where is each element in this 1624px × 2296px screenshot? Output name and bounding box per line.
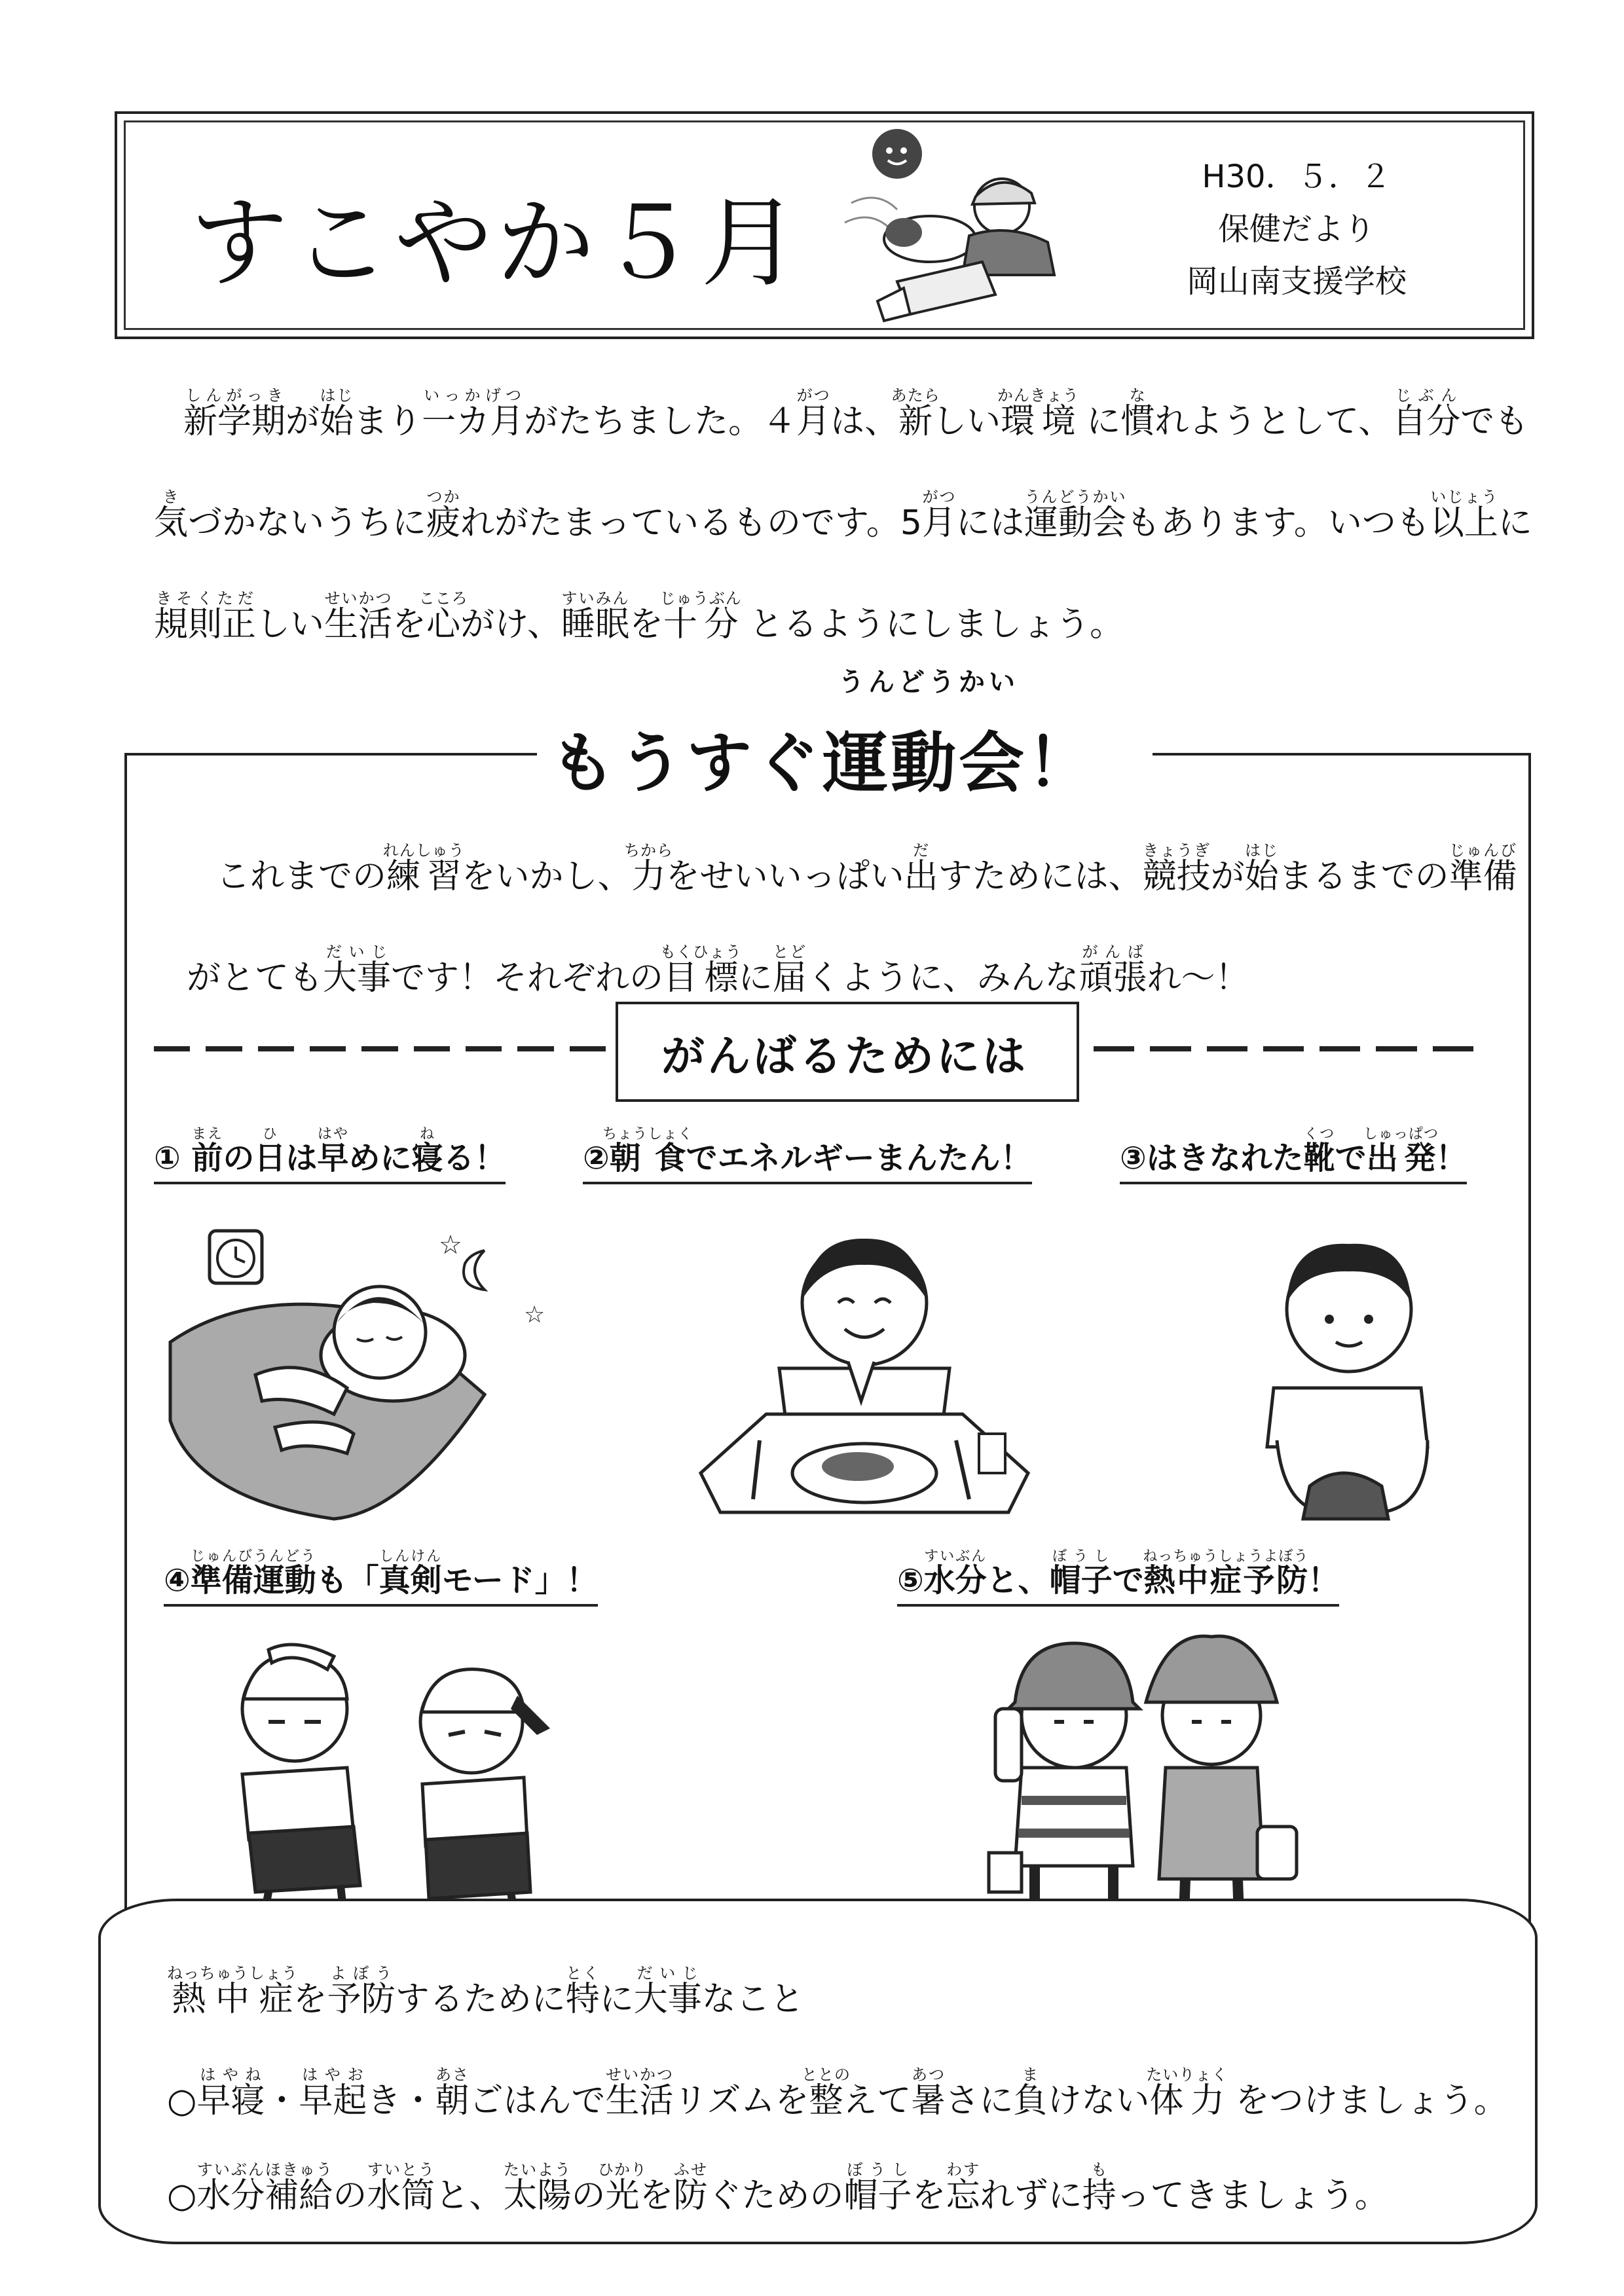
dashed-rule-left xyxy=(154,1046,606,1051)
school-name: 岡山南支援学校 xyxy=(1186,263,1407,300)
header-info xyxy=(1126,151,1467,308)
issue-date: H30．５．２ xyxy=(1202,158,1392,195)
intro-line-3: 規則正きそくただしい生活せいかつを心こころがけ、睡眠すいみんを十分じゅうぶん とるようにしましょう。 xyxy=(154,589,1124,644)
sleeping-child-illustration xyxy=(157,1224,563,1525)
shoe-tying-child-illustration xyxy=(1211,1231,1493,1532)
heatstroke-item-1: ○早寝はやね・早起はやおき・朝あさごはんで生活せいかつリズムを整ととのえて暑あつさに負まけない体力たいりょく をつけましょう。 xyxy=(167,2066,1508,2121)
heatstroke-heading: 熱中症ねっちゅうしょうを予防よぼうするために特とくに大事だいじなこと xyxy=(167,1964,804,2019)
dashed-rule-right xyxy=(1094,1046,1473,1051)
breakfast-child-illustration xyxy=(681,1224,1048,1525)
intro-line-1: 新学期しんがっきが始はじまり一カ月いっかげつがたちました。４月がつは、新あたらしい環境かんきょう に慣なれようとして、自分じぶんでも xyxy=(183,386,1529,441)
section-para-line-2: がとても大事だいじです！それぞれの目標もくひょうに届とどくように、みんな頑張がんばれ～！ xyxy=(187,943,1249,998)
tip-1: ① 前まえの日ひは早はやめに寝ねる！ xyxy=(154,1126,506,1184)
resting-boy-dog-illustration xyxy=(838,124,1087,327)
heatstroke-item-2: ○水分補給すいぶんほきゅうの水筒すいとうと、太陽たいようの光ひかりを防ふせぐための帽子ぼうしを忘わすれずに持もってきましょう。 xyxy=(167,2160,1389,2215)
svg-text:☆: ☆ xyxy=(439,1230,462,1260)
svg-text:☆: ☆ xyxy=(524,1302,545,1328)
tip-3: ③はきなれた靴くつで出発しゅっぱつ！ xyxy=(1120,1126,1467,1184)
section-title: もうすぐ運動会！ xyxy=(550,725,1095,801)
tip-5: ⑤水分すいぶんと、帽子ぼうしで熱中症予防ねっちゅうしょうよぼう！ xyxy=(897,1548,1339,1607)
newsletter-title: すこやか５月 xyxy=(190,187,803,301)
newsletter-name: 保健だより xyxy=(1217,211,1375,247)
section-para-line-1: これまでの練習れんしゅうをいかし、力ちからをせいいっぱい出だすためには、競技きょうぎが始はじまるまでの準備じゅんび xyxy=(216,841,1517,896)
intro-line-2: 気きづかないうちに疲つかれがたまっているものです。5月がつには運動会うんどうかいもあります。いつも以上いじょうに xyxy=(154,488,1532,543)
subhead: がんばるためには xyxy=(661,1031,1028,1082)
tip-4: ④準備運動じゅんびうんどうも「真剣しんけんモード」！ xyxy=(164,1548,598,1607)
tip-2: ②朝食ちょうしょくでエネルギーまんたん！ xyxy=(583,1126,1032,1184)
section-title-ruby: うんどうかい xyxy=(838,667,1019,697)
